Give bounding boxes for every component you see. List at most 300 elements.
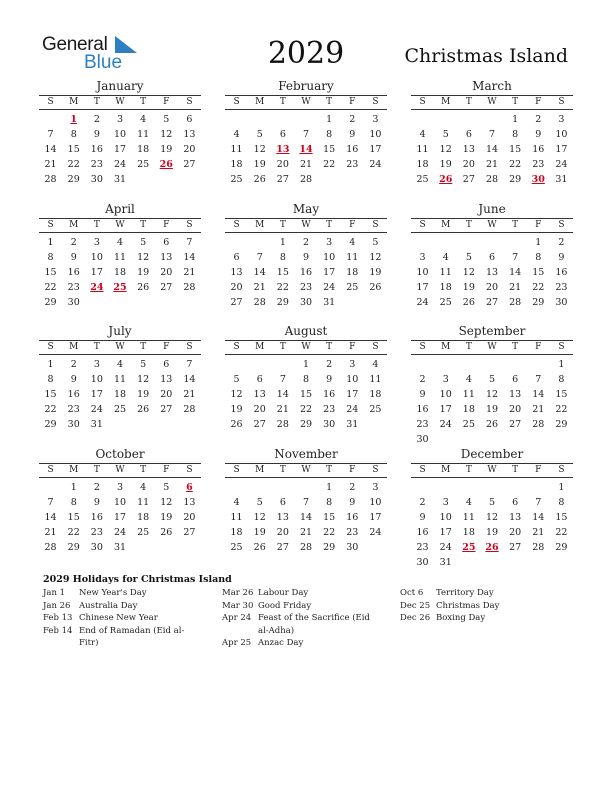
day-cell: 22 [323,527,336,538]
month-name: April [105,202,135,216]
weekday-label: M [69,220,79,230]
weekday-label: T [279,342,286,352]
month-name: March [472,79,512,93]
holiday-date: Oct 6 [400,588,424,598]
day-empty [411,112,434,127]
day-cell: 28 [44,174,57,185]
day-cell: 9 [326,374,333,385]
day-cell: 7 [535,374,542,385]
holiday-date: Jan 1 [43,588,66,598]
weekday-label: S [233,465,240,475]
day-cell: 14 [183,374,196,385]
day-cell: 8 [558,497,565,508]
day-empty [527,357,550,372]
day-cell: 13 [509,389,522,400]
day-cell: 8 [302,374,310,385]
day-cell: 8 [70,497,77,508]
day-cell: 2 [302,237,310,248]
month-name: September [458,324,526,338]
weekday-label: W [115,220,125,230]
day-cell-holiday: 26 [159,159,173,170]
day-cell: 14 [509,267,522,278]
weekday-label: T [140,342,147,352]
day-cell: 1 [326,482,333,493]
day-cell: 14 [183,252,196,263]
day-cell: 29 [276,297,289,308]
day-cell: 15 [67,512,80,523]
weekday-label: T [140,97,147,107]
weekday-label: S [186,342,193,352]
weekday-label: T [279,465,286,475]
day-cell: 4 [442,252,449,263]
day-cell: 3 [419,252,426,263]
day-cell: 3 [372,114,379,125]
day-cell: 19 [230,404,243,415]
day-cell: 20 [462,159,475,170]
day-cell: 27 [509,419,522,430]
weekday-label: S [186,465,193,475]
day-cell: 19 [462,282,475,293]
weekday-label: T [93,97,100,107]
day-cell: 13 [462,144,475,155]
day-grid [411,480,573,570]
day-cell: 5 [372,237,379,248]
day-cell: 27 [183,527,196,538]
month-april [39,202,201,310]
month-september [411,324,573,447]
month-june [411,202,573,310]
day-cell: 23 [346,159,359,170]
day-cell: 21 [183,389,196,400]
month-name: February [278,79,334,93]
day-cell: 5 [488,374,496,385]
holiday-name: New Year's Day [79,588,147,598]
day-cell: 11 [439,267,452,278]
day-cell: 6 [233,252,240,263]
day-cell: 9 [419,512,426,523]
weekday-label: W [115,342,125,352]
day-cell: 7 [512,252,519,263]
day-cell: 24 [555,159,568,170]
weekday-label: S [558,97,565,107]
day-empty [411,480,434,495]
day-cell: 13 [183,497,196,508]
day-cell: 17 [369,144,382,155]
day-cell: 30 [67,297,80,308]
weekday-label: F [163,97,170,107]
holiday-item [400,612,554,625]
month-october [39,447,201,555]
day-cell: 19 [253,159,266,170]
day-cell: 21 [253,282,266,293]
weekday-label: F [349,97,356,107]
weekday-header [225,340,387,355]
day-cell: 26 [137,282,150,293]
day-cell: 18 [462,527,475,538]
day-cell: 12 [160,497,173,508]
day-cell: 19 [160,512,173,523]
day-cell: 26 [230,419,243,430]
weekday-label: T [140,465,147,475]
day-cell: 10 [439,512,452,523]
day-cell: 2 [349,482,356,493]
day-cell: 8 [512,129,519,140]
weekday-label: S [419,465,426,475]
day-empty [480,480,503,495]
holiday-name: Feast of the Sacrifice (Eid al-Adha) [258,613,370,636]
day-cell: 12 [137,374,150,385]
month-february [225,79,387,187]
day-cell: 27 [485,297,499,308]
day-cell: 9 [93,497,100,508]
weekday-label: W [301,97,311,107]
day-cell: 20 [485,282,499,293]
holiday-date: Mar 30 [222,600,254,611]
day-cell: 21 [485,159,499,170]
day-cell: 1 [47,237,54,248]
weekday-header [39,340,201,355]
day-cell: 27 [276,174,289,185]
day-cell-holiday: 14 [299,144,313,155]
weekday-label: F [349,465,356,475]
day-cell: 7 [186,359,193,370]
day-cell: 12 [485,512,499,523]
day-cell: 4 [465,374,472,385]
day-cell: 26 [253,174,266,185]
holiday-name: Labour Day [258,588,309,598]
day-cell: 6 [163,237,170,248]
weekday-label: T [140,220,147,230]
day-cell: 2 [349,114,356,125]
day-cell: 2 [419,497,426,508]
day-cell: 14 [299,512,313,523]
day-cell: 25 [230,174,243,185]
day-cell: 27 [462,174,475,185]
day-cell: 3 [558,114,565,125]
day-cell: 1 [326,114,333,125]
day-empty [480,112,503,127]
day-cell: 2 [558,237,565,248]
day-cell: 31 [346,419,359,430]
day-cell: 16 [67,267,80,278]
holiday-column [43,587,197,650]
day-cell: 11 [113,374,127,385]
holiday-item [43,587,197,600]
country-title: Christmas Island [404,45,568,67]
day-cell: 17 [346,389,359,400]
day-cell: 4 [140,114,147,125]
day-cell: 15 [44,267,57,278]
day-cell: 11 [346,252,359,263]
weekday-header [225,463,387,478]
day-cell: 6 [186,114,193,125]
day-cell: 15 [67,144,80,155]
weekday-label: M [441,342,451,352]
day-cell: 7 [47,129,54,140]
day-cell: 8 [47,374,54,385]
day-cell: 14 [253,267,266,278]
day-cell: 14 [532,389,545,400]
day-cell: 11 [113,252,127,263]
holiday-name: Christmas Day [436,600,500,611]
day-cell: 19 [137,267,150,278]
day-empty [434,235,457,250]
weekday-label: M [69,97,79,107]
day-cell: 30 [299,297,313,308]
day-empty [434,357,457,372]
weekday-label: S [47,342,54,352]
day-cell: 30 [323,419,336,430]
day-cell: 10 [439,389,452,400]
weekday-header [225,218,387,233]
day-cell: 31 [323,297,336,308]
day-cell: 3 [93,359,100,370]
day-cell: 29 [532,297,545,308]
day-empty [225,235,248,250]
weekday-label: T [465,342,472,352]
weekday-header [39,463,201,478]
day-cell: 8 [326,497,333,508]
day-cell: 6 [163,359,170,370]
day-cell: 31 [555,174,568,185]
month-name: May [292,202,320,216]
day-cell: 12 [439,144,452,155]
month-march [411,79,573,187]
logo-text-blue: Blue [84,52,123,73]
day-cell: 1 [558,482,565,493]
month-july [39,324,201,432]
day-cell: 22 [509,159,522,170]
day-cell: 22 [555,527,568,538]
day-cell: 1 [279,237,286,248]
day-cell: 10 [90,252,103,263]
year-title: 2029 [267,36,345,71]
weekday-label: F [349,220,356,230]
weekday-label: T [512,220,519,230]
weekday-label: T [465,465,472,475]
day-grid [39,235,201,310]
day-cell: 12 [253,144,266,155]
day-cell: 13 [485,267,499,278]
weekday-label: W [115,465,125,475]
day-cell: 3 [349,359,356,370]
weekday-label: T [326,220,333,230]
day-cell: 21 [299,159,313,170]
day-empty [411,235,434,250]
weekday-label: T [93,342,100,352]
day-cell: 14 [44,512,57,523]
day-cell: 12 [462,267,475,278]
holiday-item [222,612,376,637]
day-cell: 20 [160,389,173,400]
day-cell: 22 [67,159,80,170]
weekday-label: W [301,465,311,475]
day-cell-holiday: 24 [90,282,104,293]
day-cell: 25 [369,404,382,415]
day-cell: 2 [535,114,542,125]
holiday-name: Anzac Day [258,638,304,648]
weekday-label: S [419,220,426,230]
weekday-label: S [558,465,565,475]
weekday-label: T [512,342,519,352]
weekday-label: W [487,97,497,107]
day-cell: 12 [485,389,499,400]
day-cell: 4 [116,237,124,248]
day-cell: 20 [253,404,266,415]
day-cell: 2 [326,359,333,370]
weekday-label: S [558,342,565,352]
day-cell: 26 [369,282,382,293]
day-cell: 15 [44,389,57,400]
day-cell-holiday: 30 [531,174,545,185]
day-cell: 4 [140,482,147,493]
day-cell: 30 [346,542,359,553]
weekday-label: T [279,97,286,107]
day-empty [271,480,294,495]
day-cell: 25 [439,297,452,308]
weekday-label: S [372,465,379,475]
day-empty [527,480,550,495]
day-cell: 21 [276,404,289,415]
weekday-header [39,218,201,233]
day-empty [480,357,503,372]
day-cell: 24 [439,542,452,553]
holiday-date: Jan 26 [43,600,71,611]
day-cell: 22 [276,282,289,293]
day-empty [248,235,271,250]
day-cell: 5 [140,359,147,370]
day-cell: 24 [416,297,429,308]
day-cell: 5 [256,129,263,140]
day-cell: 2 [93,482,100,493]
day-cell: 13 [230,267,243,278]
weekday-label: F [163,342,170,352]
day-empty [248,357,271,372]
day-cell: 19 [137,389,150,400]
day-cell: 9 [70,374,77,385]
day-cell: 6 [256,374,263,385]
weekday-header [411,340,573,355]
day-cell: 9 [93,129,100,140]
day-cell: 6 [488,252,496,263]
weekday-label: F [535,342,542,352]
weekday-label: M [255,220,265,230]
day-cell: 15 [532,267,545,278]
weekday-label: T [512,97,519,107]
day-cell: 18 [230,527,243,538]
day-cell: 11 [462,389,475,400]
holiday-item [43,625,197,650]
day-cell: 16 [532,144,545,155]
day-cell: 7 [302,129,310,140]
day-cell: 28 [299,542,313,553]
day-cell: 23 [90,159,103,170]
day-cell: 6 [512,497,519,508]
logo-text-general: General [42,34,108,55]
day-cell: 23 [67,404,80,415]
day-cell: 26 [462,297,475,308]
day-cell: 22 [323,159,336,170]
day-cell: 29 [44,297,57,308]
day-cell: 13 [160,374,173,385]
day-cell: 28 [44,542,57,553]
day-cell: 14 [44,144,57,155]
day-cell: 21 [532,527,545,538]
day-cell: 30 [67,419,80,430]
day-grid [225,480,387,555]
day-empty [434,112,457,127]
weekday-label: F [163,465,170,475]
month-january [39,79,201,187]
day-cell: 23 [323,404,336,415]
day-cell: 15 [299,389,313,400]
day-cell-holiday: 26 [485,542,499,553]
day-empty [457,480,480,495]
weekday-header [225,95,387,110]
day-cell: 9 [535,129,542,140]
weekday-label: S [372,97,379,107]
day-cell: 1 [512,114,519,125]
weekday-label: W [115,97,125,107]
day-cell: 27 [276,542,289,553]
day-cell: 16 [67,389,80,400]
weekday-label: F [349,342,356,352]
day-cell: 22 [44,404,57,415]
day-cell: 17 [90,267,103,278]
month-december [411,447,573,570]
day-cell: 28 [485,174,499,185]
weekday-label: S [47,465,54,475]
day-cell: 27 [183,159,196,170]
day-cell: 10 [113,129,127,140]
day-cell: 14 [276,389,289,400]
day-cell: 9 [302,252,310,263]
day-cell: 1 [70,482,77,493]
day-cell: 29 [67,174,80,185]
day-cell: 5 [140,237,147,248]
day-cell: 21 [44,159,57,170]
day-cell: 5 [465,252,472,263]
weekday-label: M [69,465,79,475]
weekday-label: T [326,465,333,475]
day-cell: 22 [67,527,80,538]
weekday-label: M [255,97,265,107]
day-cell: 23 [67,282,80,293]
day-cell: 20 [230,282,243,293]
day-cell: 4 [233,497,240,508]
day-grid [39,357,201,432]
weekday-label: T [93,220,100,230]
holiday-name: Good Friday [258,600,312,611]
day-cell: 28 [183,404,196,415]
day-cell: 30 [90,174,103,185]
weekday-label: W [301,220,311,230]
day-cell: 4 [349,237,356,248]
weekday-label: T [465,220,472,230]
day-cell: 30 [90,542,103,553]
day-cell: 20 [276,527,289,538]
day-cell: 20 [183,144,196,155]
day-cell: 15 [323,144,336,155]
day-cell: 4 [419,129,426,140]
month-name: January [96,79,144,93]
day-cell: 18 [462,404,475,415]
day-cell: 14 [485,144,499,155]
day-cell: 9 [349,497,356,508]
day-cell: 7 [279,374,286,385]
day-cell: 20 [509,404,522,415]
day-cell: 23 [299,282,313,293]
